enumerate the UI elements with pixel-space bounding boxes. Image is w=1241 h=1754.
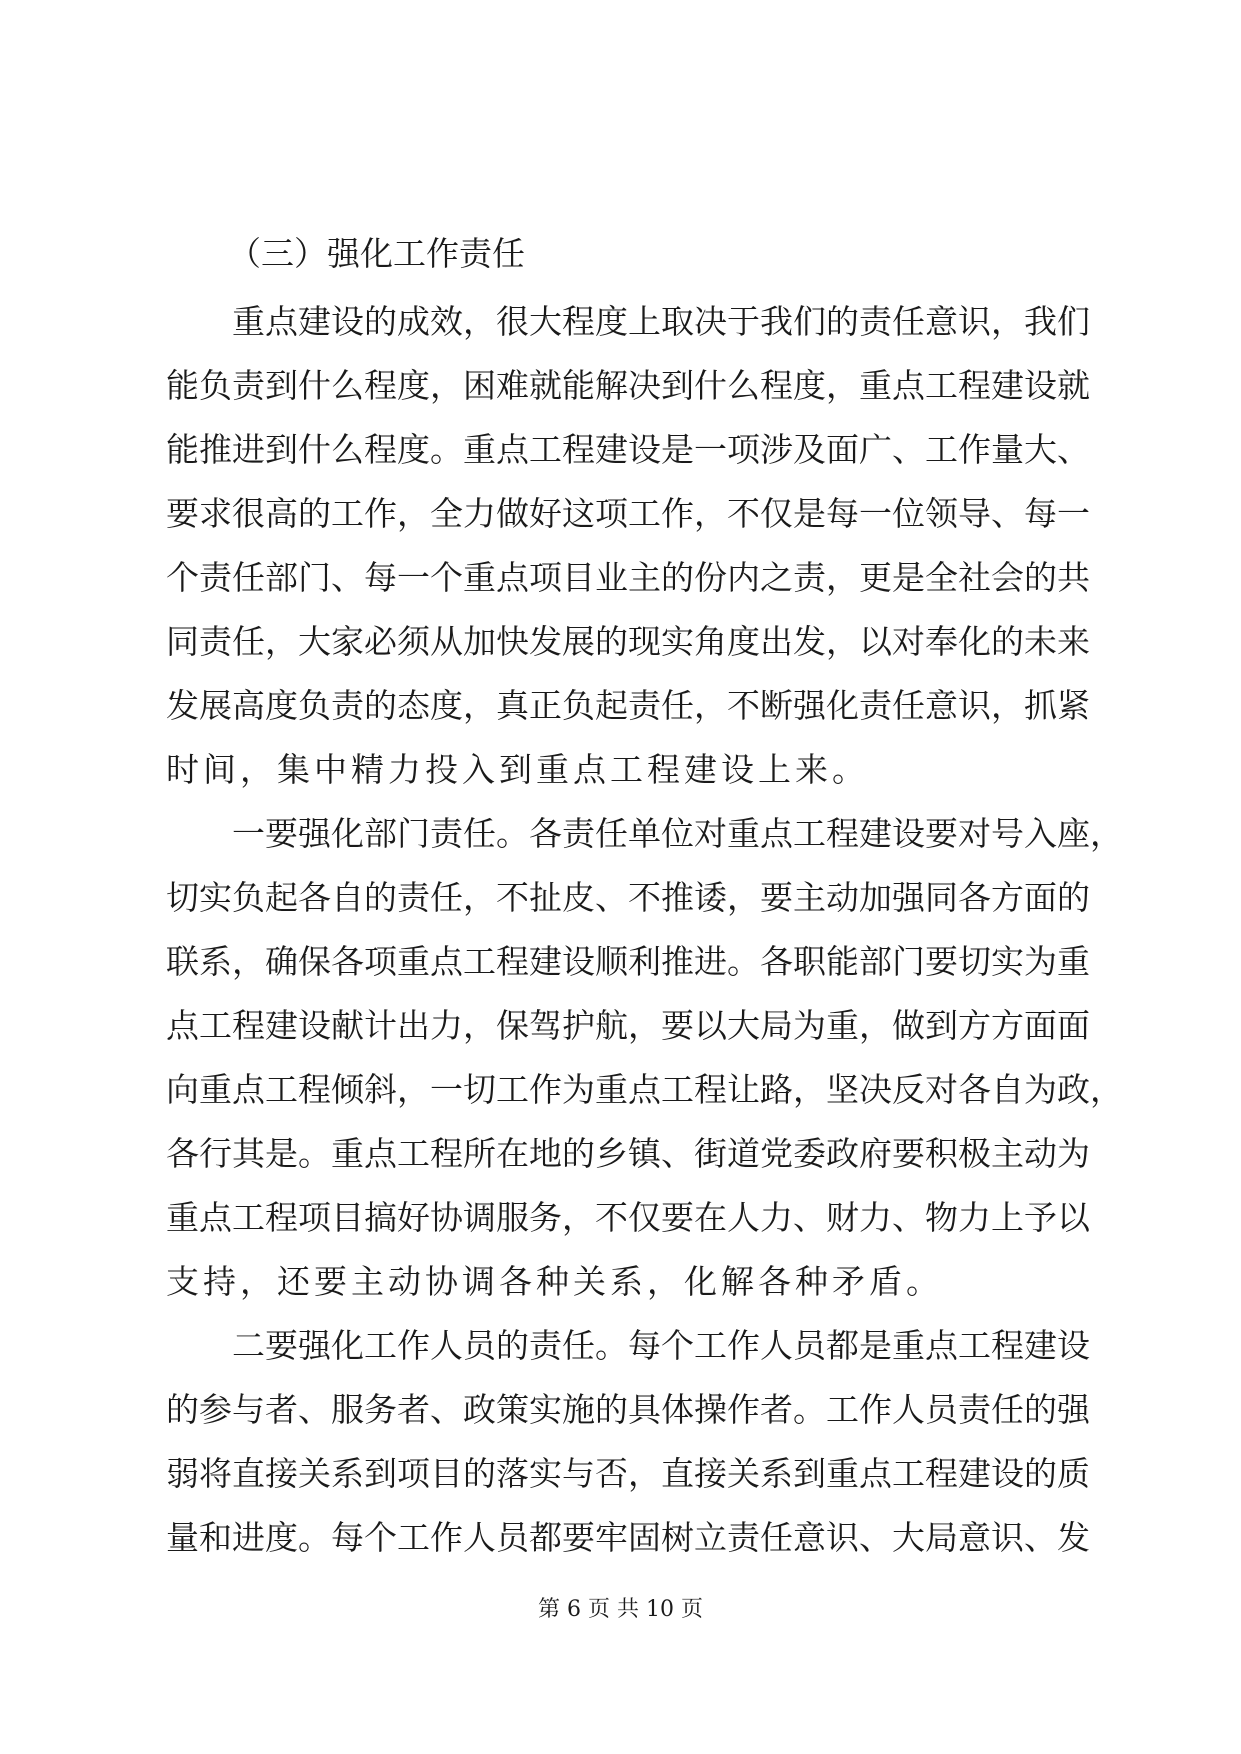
text-line: 向 重 点 工 程 倾 斜 ， 一 切 工 作 为 重 点 工 程 让 路 ， 坚 决 反 对 各 自 为 政 ， bbox=[166, 1070, 1123, 1109]
text-line: 的 参 与 者 、 服 务 者 、 政 策 实 施 的 具 体 操 作 者 。 工 作 人 员 责 任 的 强 bbox=[166, 1390, 1090, 1429]
text-line: 能 负 责 到 什 么 程 度 ， 困 难 就 能 解 决 到 什 么 程 度 ， 重 点 工 程 建 设 就 bbox=[166, 366, 1090, 405]
text-line: 个 责 任 部 门 、 每 一 个 重 点 项 目 业 主 的 份 内 之 责 ， 更 是 全 社 会 的 共 bbox=[166, 558, 1090, 597]
section-heading: （三）强化工作责任 bbox=[228, 234, 525, 273]
text-line: 联 系 ， 确 保 各 项 重 点 工 程 建 设 顺 利 推 进 。 各 职 能 部 门 要 切 实 为 重 bbox=[166, 942, 1090, 981]
text-line: 点 工 程 建 设 献 计 出 力 ， 保 驾 护 航 ， 要 以 大 局 为 重 ， 做 到 方 方 面 面 bbox=[166, 1006, 1090, 1045]
paragraph-container bbox=[166, 290, 1123, 1570]
text-line: 发 展 高 度 负 责 的 态 度 ， 真 正 负 起 责 任 ， 不 断 强 化 责 任 意 识 ， 抓 紧 bbox=[166, 686, 1090, 725]
text-line: 弱 将 直 接 关 系 到 项 目 的 落 实 与 否 ， 直 接 关 系 到 重 点 工 程 建 设 的 质 bbox=[166, 1454, 1090, 1493]
text-line: 能 推 进 到 什 么 程 度 。 重 点 工 程 建 设 是 一 项 涉 及 面 广 、 工 作 量 大 、 bbox=[166, 430, 1090, 469]
paragraph bbox=[166, 1314, 1090, 1570]
text-line: 要 求 很 高 的 工 作 ， 全 力 做 好 这 项 工 作 ， 不 仅 是 每 一 位 领 导 、 每 一 bbox=[166, 494, 1090, 533]
text-line: 同 责 任 ， 大 家 必 须 从 加 快 发 展 的 现 实 角 度 出 发 ， 以 对 奉 化 的 未 来 bbox=[166, 622, 1090, 661]
text-line: 量 和 进 度 。 每 个 工 作 人 员 都 要 牢 固 树 立 责 任 意 识 、 大 局 意 识 、 发 bbox=[166, 1518, 1090, 1557]
text-line: 时间，集中精力投入到重点工程建设上来。 bbox=[166, 750, 869, 789]
text-line: 支持，还要主动协调各种关系，化解各种矛盾。 bbox=[166, 1262, 943, 1301]
text-line: 切 实 负 起 各 自 的 责 任 ， 不 扯 皮 、 不 推 诿 ， 要 主 动 加 强 同 各 方 面 的 bbox=[166, 878, 1090, 917]
text-line: 一 要 强 化 部 门 责 任 。 各 责 任 单 位 对 重 点 工 程 建 设 要 对 号 入 座 ， bbox=[232, 814, 1123, 853]
text-line: 重 点 工 程 项 目 搞 好 协 调 服 务 ， 不 仅 要 在 人 力 、 财 力 、 物 力 上 予 以 bbox=[166, 1198, 1090, 1237]
paragraph bbox=[166, 290, 1090, 802]
page-footer: 第 6 页 共 10 页 bbox=[538, 1597, 703, 1622]
text-line: 重 点 建 设 的 成 效 ， 很 大 程 度 上 取 决 于 我 们 的 责 任 意 识 ， 我 们 bbox=[232, 302, 1090, 341]
text-line: 各 行 其 是 。 重 点 工 程 所 在 地 的 乡 镇 、 街 道 党 委 政 府 要 积 极 主 动 为 bbox=[166, 1134, 1090, 1173]
document-body bbox=[166, 222, 1123, 1570]
paragraph bbox=[166, 802, 1123, 1314]
text-line: 二 要 强 化 工 作 人 员 的 责 任 。 每 个 工 作 人 员 都 是 重 点 工 程 建 设 bbox=[232, 1326, 1090, 1365]
